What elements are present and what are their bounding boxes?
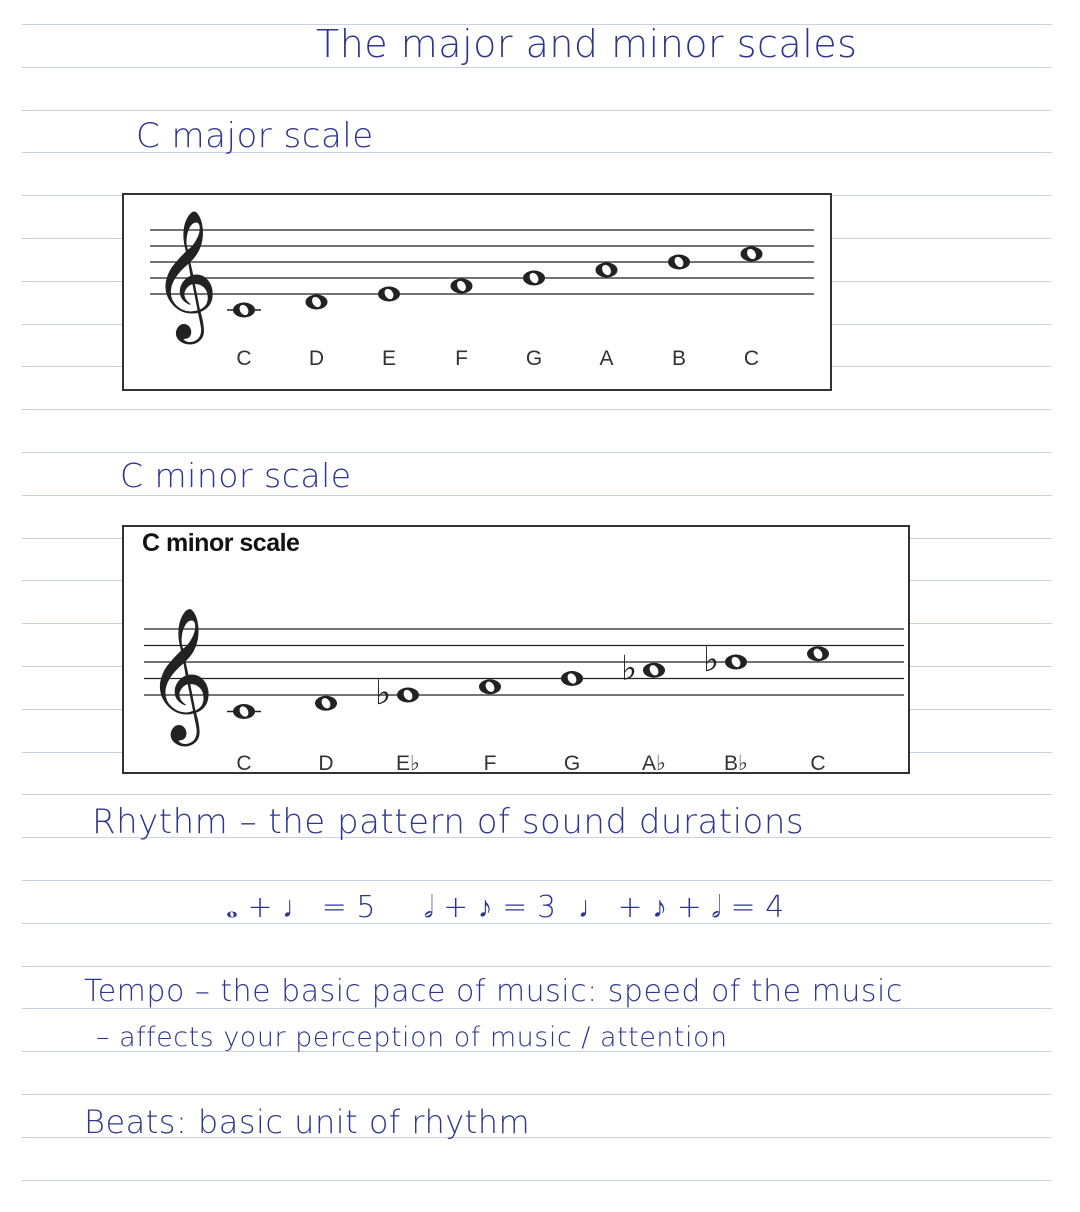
note-label: C bbox=[236, 752, 252, 772]
note-label: F bbox=[483, 752, 497, 772]
rhythm-equation-1: 𝅝 + ♩ = 5 bbox=[226, 890, 376, 925]
ruled-line bbox=[22, 67, 1052, 68]
minor-scale-heading: C minor scale bbox=[120, 456, 352, 495]
beats-definition: Beats: basic unit of rhythm bbox=[84, 1103, 531, 1141]
minor-scale-figure-title: C minor scale bbox=[142, 529, 300, 557]
note-label: E♭ bbox=[396, 752, 420, 772]
tempo-note: – affects your perception of music / attention bbox=[96, 1022, 728, 1053]
whole-note bbox=[378, 287, 400, 302]
whole-note bbox=[479, 679, 501, 694]
treble-clef-icon: 𝄞 bbox=[152, 209, 219, 339]
whole-note bbox=[807, 646, 829, 661]
ruled-line bbox=[22, 794, 1052, 795]
note-label: B♭ bbox=[724, 752, 748, 772]
whole-note bbox=[668, 255, 690, 270]
treble-clef-icon: 𝄞 bbox=[146, 607, 215, 741]
note-label: B bbox=[671, 347, 687, 370]
minor-scale-figure bbox=[122, 525, 910, 774]
note-label: E bbox=[381, 347, 397, 370]
whole-note bbox=[233, 303, 255, 318]
whole-note bbox=[643, 663, 665, 678]
note-label: D bbox=[318, 752, 334, 772]
ruled-line bbox=[22, 1180, 1052, 1181]
rhythm-definition: Rhythm – the pattern of sound durations bbox=[92, 802, 805, 842]
ruled-line bbox=[22, 966, 1052, 967]
tempo-definition: Tempo – the basic pace of music: speed of the music bbox=[84, 974, 903, 1009]
note-label: C bbox=[810, 752, 826, 772]
ruled-line bbox=[22, 452, 1052, 453]
ruled-line bbox=[22, 1094, 1052, 1095]
note-label: D bbox=[308, 347, 325, 370]
note-label: F bbox=[455, 347, 468, 370]
whole-note bbox=[725, 655, 747, 670]
ruled-line bbox=[22, 495, 1052, 496]
whole-note bbox=[596, 263, 618, 278]
ruled-line bbox=[22, 880, 1052, 881]
flat-icon: ♭ bbox=[375, 673, 392, 713]
rhythm-equation-2: 𝅗𝅥 + ♪ = 3 bbox=[424, 890, 557, 925]
ruled-line bbox=[22, 110, 1052, 111]
note-label: C bbox=[236, 347, 252, 370]
page-title: The major and minor scales bbox=[316, 22, 858, 66]
flat-icon: ♭ bbox=[703, 640, 720, 680]
minor-scale-staff bbox=[124, 527, 908, 772]
ruled-line bbox=[22, 409, 1052, 410]
whole-note bbox=[741, 247, 763, 262]
whole-note bbox=[233, 704, 255, 719]
note-label: G bbox=[525, 347, 543, 370]
whole-note bbox=[561, 671, 583, 686]
major-scale-figure bbox=[122, 193, 832, 391]
rhythm-equation-3: ♩ + ♪ + 𝅗𝅥 = 4 bbox=[578, 890, 785, 925]
note-label: C bbox=[743, 347, 760, 370]
note-label: G bbox=[563, 752, 581, 772]
whole-note bbox=[306, 295, 328, 310]
flat-icon: ♭ bbox=[621, 648, 638, 689]
whole-note bbox=[523, 271, 545, 286]
whole-note bbox=[315, 696, 337, 711]
note-label: A♭ bbox=[642, 752, 666, 772]
whole-note bbox=[397, 688, 419, 703]
note-label: A bbox=[599, 347, 614, 370]
major-scale-staff bbox=[124, 195, 830, 389]
major-scale-heading: C major scale bbox=[136, 116, 374, 156]
whole-note bbox=[451, 279, 473, 294]
